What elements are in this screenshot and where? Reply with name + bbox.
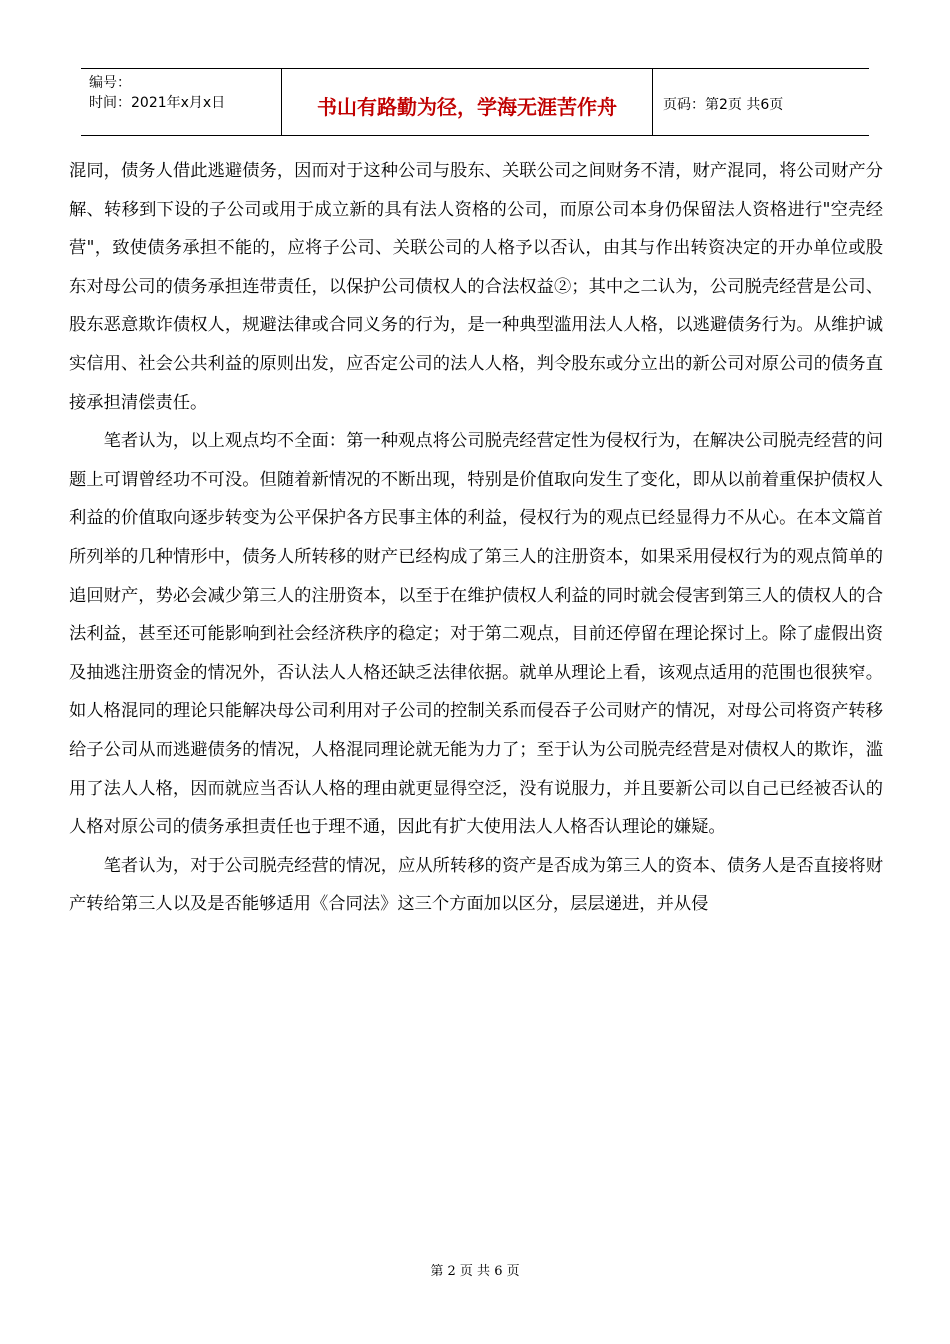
body-paragraph-2: 笔者认为，以上观点均不全面：第一种观点将公司脱壳经营定性为侵权行为，在解决公司脱壳经营的问题上可谓曾经功不可没。但随着新情况的不断出现，特别是价值取向发生了变化，即从以前着重保护债权人利益的价值取向逐步转变为公平保护各方民事主体的利益，侵权行为的观点已经显得力不从心。在本文篇首所列举的几种情形中，债务人所转移的财产已经构成了第三人的注册资本，如果采用侵权行为的观点简单的追回财产，势必会减少第三人的注册资本，以至于在维护债权人利益的同时就会侵害到第三人的债权人的合法利益，甚至还可能影响到社会经济秩序的稳定；对于第二观点，目前还停留在理论探讨上。除了虚假出资及抽逃注册资金的情况外，否认法人人格还缺乏法律依据。就单从理论上看，该观点适用的范围也很狭窄。如人格混同的理论只能解决母公司利用对子公司的控制关系而侵吞子公司财产的情况，对母公司将资产转移给子公司从而逃避债务的情况，人格混同理论就无能为力了；至于认为公司脱壳经营是对债权人的欺诈，滥用了法人人格，因而就应当否认人格的理由就更显得空泛，没有说服力，并且要新公司以自己已经被否认的人格对原公司的债务承担责任也于理不通，因此有扩大使用法人人格否认理论的嫌疑。	[69, 431, 883, 838]
page-footer: 第 2 页 共 6 页	[430, 1264, 520, 1279]
document-number-label: 编号：	[89, 75, 131, 91]
body-paragraph-3: 笔者认为，对于公司脱壳经营的情况，应从所转移的资产是否成为第三人的资本、债务人是否直接将财产转给第三人以及是否能够适用《合同法》这三个方面加以区分，层层递进，并从侵	[69, 855, 883, 915]
document-date: 时间：2021年x月x日	[89, 95, 226, 111]
page-header	[81, 68, 869, 136]
document-body	[69, 152, 883, 924]
header-meta	[81, 69, 282, 135]
body-paragraph-1: 混同，债务人借此逃避债务，因而对于这种公司与股东、关联公司之间财务不清，财产混同，将公司财产分解、转移到下设的子公司或用于成立新的具有法人资格的公司，而原公司本身仍保留法人资格进行"空壳经营"，致使债务承担不能的，应将子公司、关联公司的人格予以否认，由其与作出转资决定的开办单位或股东对母公司的债务承担连带责任，以保护公司债权人的合法权益②；其中之二认为，公司脱壳经营是公司、股东恶意欺诈债权人，规避法律或合同义务的行为，是一种典型滥用法人人格，以逃避债务行为。从维护诚实信用、社会公共利益的原则出发，应否定公司的法人人格，判令股东或分立出的新公司对原公司的债务直接承担清偿责任。	[69, 161, 883, 413]
header-motto: 书山有路勤为径，学海无涯苦作舟	[282, 69, 653, 135]
header-page-info: 页码：第2页 共6页	[663, 97, 784, 113]
